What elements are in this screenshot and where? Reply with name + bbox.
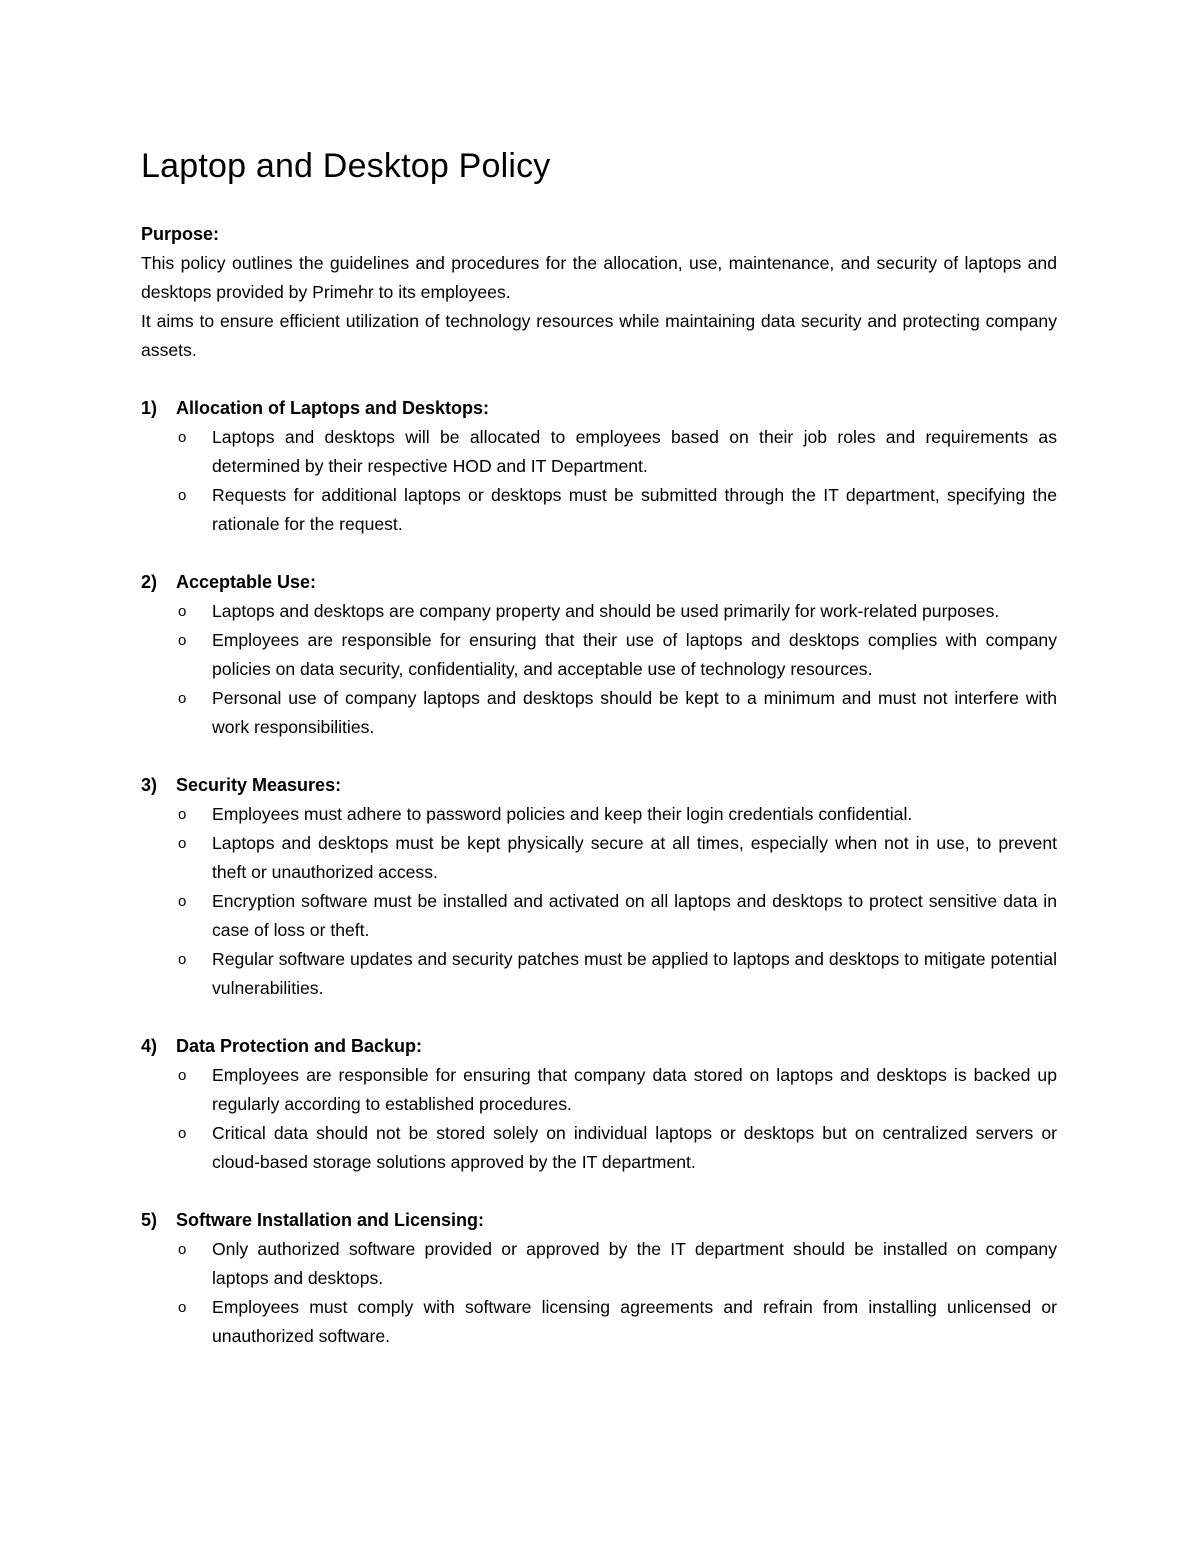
bullet-icon: o [178, 835, 187, 852]
list-item [141, 626, 1057, 684]
list-item-text: Employees are responsible for ensuring that their use of laptops and desktops complies with company policies on data security, confidentiality, and acceptable use of technology resources. [212, 630, 1057, 679]
list-item-text: Encryption software must be installed and activated on all laptops and desktops to protect sensitive data in case of loss or theft. [212, 891, 1057, 940]
section-heading [141, 394, 1057, 423]
section-number: 2) [141, 572, 158, 592]
list-item [141, 887, 1057, 945]
list-item [141, 1293, 1057, 1351]
bullet-icon: o [178, 429, 187, 446]
bullet-icon: o [178, 1067, 187, 1084]
list-item-text: Employees are responsible for ensuring that company data stored on laptops and desktops is backed up regularly according to established procedures. [212, 1065, 1057, 1114]
section-acceptable-use [141, 568, 1057, 742]
bullet-icon: o [178, 690, 187, 707]
list-item [141, 1119, 1057, 1177]
list-item-text: Critical data should not be stored solely on individual laptops or desktops but on centralized servers or cloud-based storage solutions approved by the IT department. [212, 1123, 1057, 1172]
section-title: Security Measures: [176, 775, 342, 795]
bullet-icon: o [178, 603, 187, 620]
list-item [141, 423, 1057, 481]
bullet-icon: o [178, 893, 187, 910]
section-number: 1) [141, 398, 158, 418]
section-title: Allocation of Laptops and Desktops: [176, 398, 490, 418]
section-title: Data Protection and Backup: [176, 1036, 423, 1056]
list-item-text: Laptops and desktops are company property and should be used primarily for work-related purposes. [212, 601, 1000, 621]
section-software-licensing [141, 1206, 1057, 1351]
section-heading [141, 771, 1057, 800]
bullet-list [141, 800, 1057, 1003]
section-heading [141, 568, 1057, 597]
section-number: 5) [141, 1210, 158, 1230]
list-item [141, 1061, 1057, 1119]
bullet-icon: o [178, 806, 187, 823]
section-heading [141, 1206, 1057, 1235]
section-title: Acceptable Use: [176, 572, 317, 592]
bullet-list [141, 597, 1057, 742]
section-data-protection [141, 1032, 1057, 1177]
list-item [141, 684, 1057, 742]
page-title: Laptop and Desktop Policy [141, 147, 551, 185]
section-security-measures [141, 771, 1057, 1003]
section-allocation [141, 394, 1057, 539]
bullet-list [141, 1061, 1057, 1177]
section-number: 4) [141, 1036, 158, 1056]
bullet-icon: o [178, 487, 187, 504]
list-item-text: Personal use of company laptops and desktops should be kept to a minimum and must not interfere with work responsibilities. [212, 688, 1057, 737]
list-item [141, 481, 1057, 539]
list-item [141, 829, 1057, 887]
list-item [141, 800, 1057, 829]
bullet-icon: o [178, 951, 187, 968]
list-item-text: Employees must comply with software licensing agreements and refrain from installing unlicensed or unauthorized software. [212, 1297, 1057, 1346]
bullet-icon: o [178, 1299, 187, 1316]
list-item-text: Regular software updates and security patches must be applied to laptops and desktops to mitigate potential vulnerabilities. [212, 949, 1057, 998]
bullet-list [141, 1235, 1057, 1351]
bullet-icon: o [178, 1125, 187, 1142]
list-item-text: Employees must adhere to password policies and keep their login credentials confidential. [212, 804, 913, 824]
purpose-label: Purpose: [141, 224, 220, 244]
list-item-text: Only authorized software provided or approved by the IT department should be installed on company laptops and desktops. [212, 1239, 1057, 1288]
purpose-paragraph-2: It aims to ensure efficient utilization of technology resources while maintaining data security and protecting company assets. [141, 311, 1057, 360]
section-heading [141, 1032, 1057, 1061]
bullet-icon: o [178, 632, 187, 649]
document-body [141, 140, 1057, 1351]
section-title: Software Installation and Licensing: [176, 1210, 485, 1230]
list-item-text: Laptops and desktops will be allocated to employees based on their job roles and requirements as determined by their respective HOD and IT Department. [212, 427, 1057, 476]
bullet-list [141, 423, 1057, 539]
list-item [141, 945, 1057, 1003]
list-item [141, 1235, 1057, 1293]
list-item [141, 597, 1057, 626]
bullet-icon: o [178, 1241, 187, 1258]
list-item-text: Requests for additional laptops or desktops must be submitted through the IT department, specifying the rationale for the request. [212, 485, 1057, 534]
section-number: 3) [141, 775, 158, 795]
purpose-paragraph-1: This policy outlines the guidelines and procedures for the allocation, use, maintenance, and security of laptops and desktops provided by Primehr to its employees. [141, 253, 1057, 302]
list-item-text: Laptops and desktops must be kept physically secure at all times, especially when not in use, to prevent theft or unauthorized access. [212, 833, 1057, 882]
